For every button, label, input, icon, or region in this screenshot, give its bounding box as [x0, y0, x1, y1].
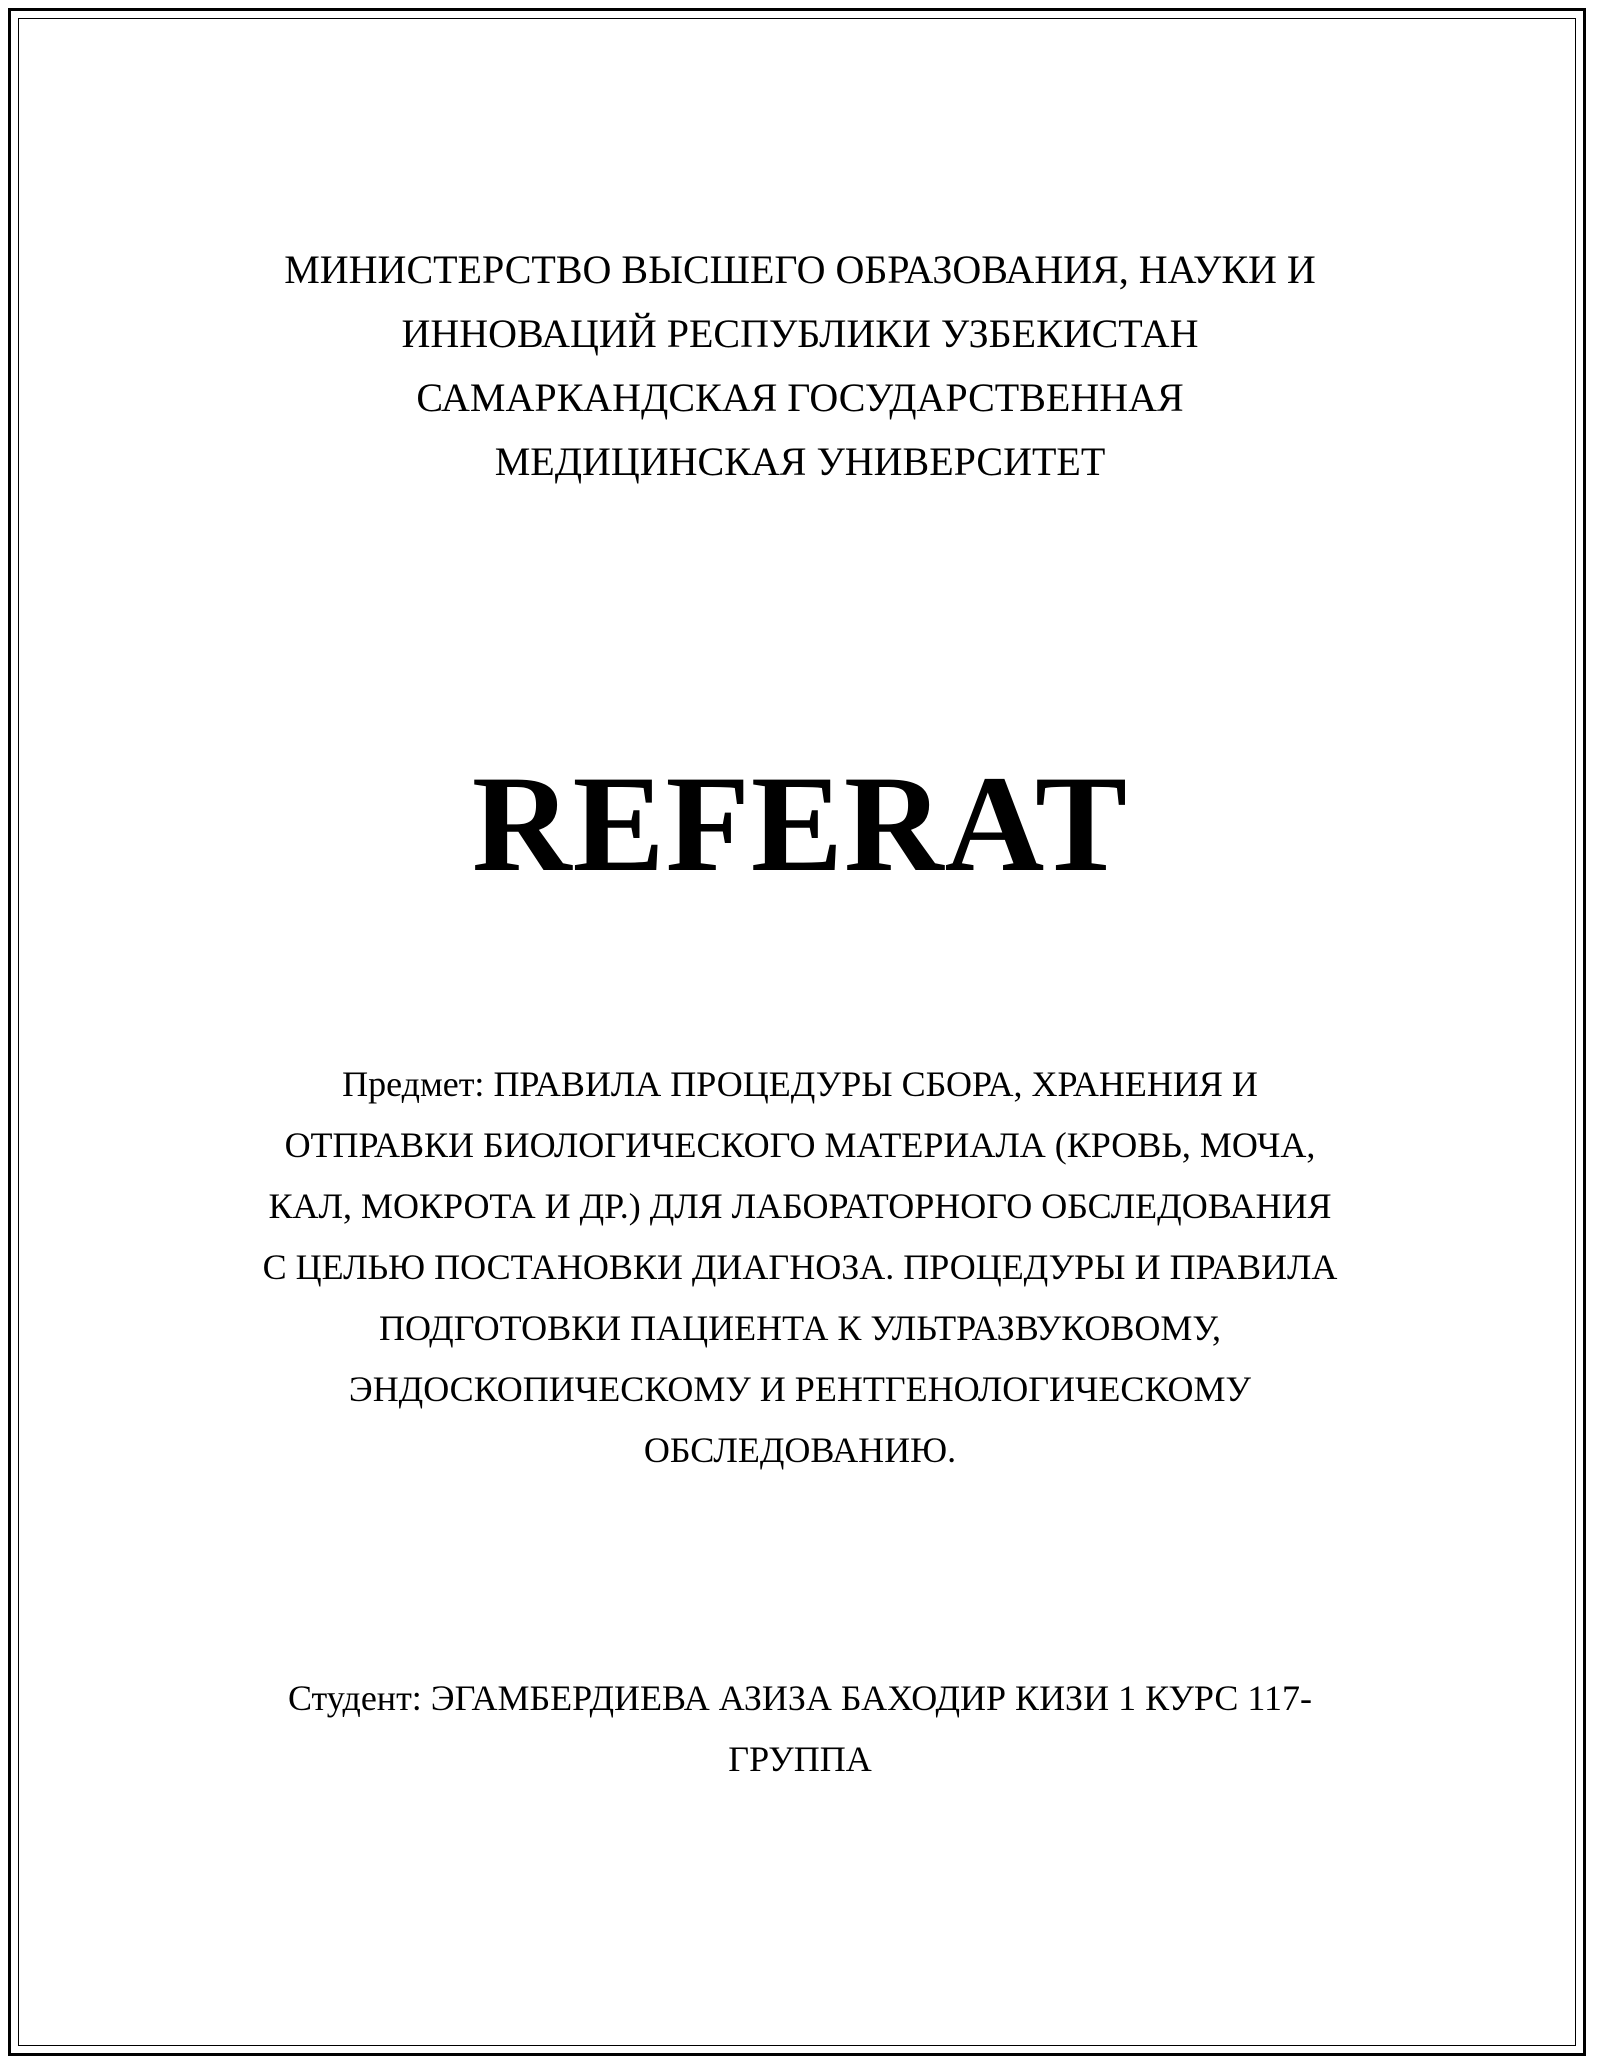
header-line: МИНИСТЕРСТВО ВЫСШЕГО ОБРАЗОВАНИЯ, НАУКИ И	[284, 247, 1316, 292]
subject-line: ПОДГОТОВКИ ПАЦИЕНТА К УЛЬТРАЗВУКОВОМУ,	[378, 1308, 1222, 1348]
student-block	[200, 1668, 1400, 1790]
subject-line: ОБСЛЕДОВАНИЮ.	[643, 1430, 957, 1470]
subject-block	[200, 1054, 1400, 1481]
student-line: Студент: ЭГАМБЕРДИЕВА АЗИЗА БАХОДИР КИЗИ 1 КУРС 117-	[287, 1678, 1312, 1718]
document-title: REFERAT	[471, 747, 1129, 900]
header-line: САМАРКАНДСКАЯ ГОСУДАРСТВЕННАЯ	[416, 375, 1184, 420]
subject-line: С ЦЕЛЬЮ ПОСТАНОВКИ ДИАГНОЗА. ПРОЦЕДУРЫ И ПРАВИЛА	[262, 1247, 1338, 1287]
header-line: МЕДИЦИНСКАЯ УНИВЕРСИТЕТ	[494, 439, 1106, 484]
student-line: ГРУППА	[728, 1739, 872, 1779]
institution-header	[200, 238, 1400, 494]
subject-line: КАЛ, МОКРОТА И ДР.) ДЛЯ ЛАБОРАТОРНОГО ОБСЛЕДОВАНИЯ	[268, 1186, 1332, 1226]
subject-line: ЭНДОСКОПИЧЕСКОМУ И РЕНТГЕНОЛОГИЧЕСКОМУ	[348, 1369, 1252, 1409]
subject-line: Предмет: ПРАВИЛА ПРОЦЕДУРЫ СБОРА, ХРАНЕНИЯ И	[342, 1064, 1258, 1104]
header-line: ИННОВАЦИЙ РЕСПУБЛИКИ УЗБЕКИСТАН	[401, 311, 1199, 356]
subject-line: ОТПРАВКИ БИОЛОГИЧЕСКОГО МАТЕРИАЛА (КРОВЬ, МОЧА,	[284, 1125, 1316, 1165]
